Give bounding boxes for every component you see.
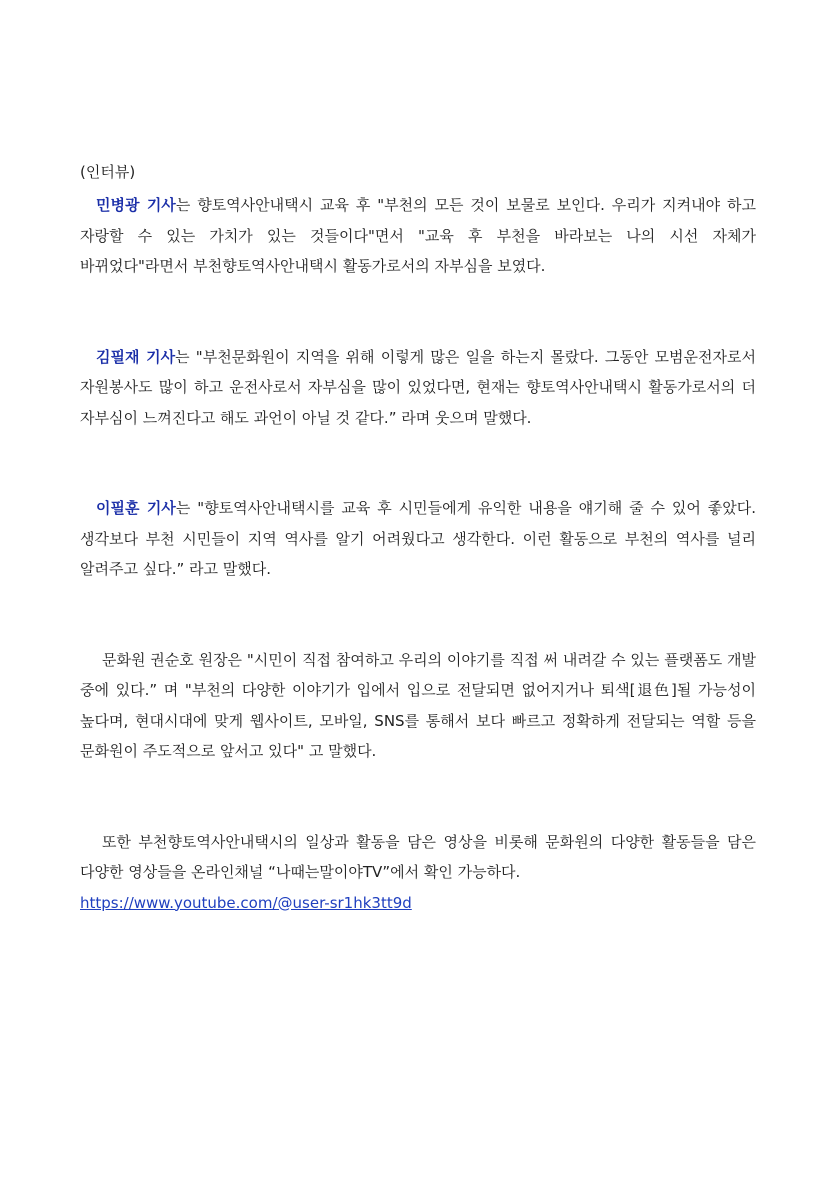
- interviewee-name: 김필재 기사: [96, 347, 176, 366]
- interview-text: 는 향토역사안내택시 교육 후 "부천의 모든 것이 보물로 보인다. 우리가 지켜내야 하고 자랑할 수 있는 가치가 있는 것들이다"면서 "교육 후 부천을 바라보는 나의 시선 자체가 바뀌었다"라면서 부천향토역사안내택시 활동가로서의 자부심을 보였다.: [80, 196, 756, 275]
- interview-text: 는 "향토역사안내택시를 교육 후 시민들에게 유익한 내용을 얘기해 줄 수 있어 좋았다. 생각보다 부천 시민들이 지역 역사를 알기 어려웠다고 생각한다. 이런 활동으로 부천의 역사를 널리 알려주고 싶다.” 라고 말했다.: [80, 499, 756, 578]
- interview-paragraph-2: [80, 342, 756, 434]
- youtube-channel-link[interactable]: https://www.youtube.com/@user-sr1hk3tt9d: [80, 893, 412, 912]
- director-quote-paragraph: 문화원 권순호 원장은 "시민이 직접 참여하고 우리의 이야기를 직접 써 내려갈 수 있는 플랫폼도 개발 중에 있다.” 며 "부천의 다양한 이야기가 입에서 입으로 전달되면 없어지거나 퇴색[退色]될 가능성이 높다며, 현대시대에 맞게 웹사이트, 모바일, SNS를 통해서 보다 빠르고 정확하게 전달되는 역할 등을 문화원이 주도적으로 앞서고 있다" 고 말했다.: [80, 650, 756, 760]
- closing-paragraph: 또한 부천향토역사안내택시의 일상과 활동을 담은 영상을 비롯해 문화원의 다양한 활동들을 담은 다양한 영상들을 온라인채널 “나때는말이야TV”에서 확인 가능하다.: [80, 832, 756, 881]
- interview-text: 는 "부천문화원이 지역을 위해 이렇게 많은 일을 하는지 몰랐다. 그동안 모범운전자로서 자원봉사도 많이 하고 운전사로서 자부심을 많이 있었다면, 현재는 향토역사안내택시 활동가로서의 더 자부심이 느껴진다고 해도 과언이 아닐 것 같다.” 라며 웃으며 말했다.: [80, 347, 756, 427]
- interview-heading: (인터뷰): [80, 163, 136, 181]
- interviewee-name: 이필훈 기사: [96, 499, 176, 517]
- interview-paragraph-1: [80, 190, 756, 282]
- document-body: [80, 157, 756, 918]
- interviewee-name: 민병광 기사: [96, 196, 176, 214]
- interview-paragraph-3: [80, 493, 756, 585]
